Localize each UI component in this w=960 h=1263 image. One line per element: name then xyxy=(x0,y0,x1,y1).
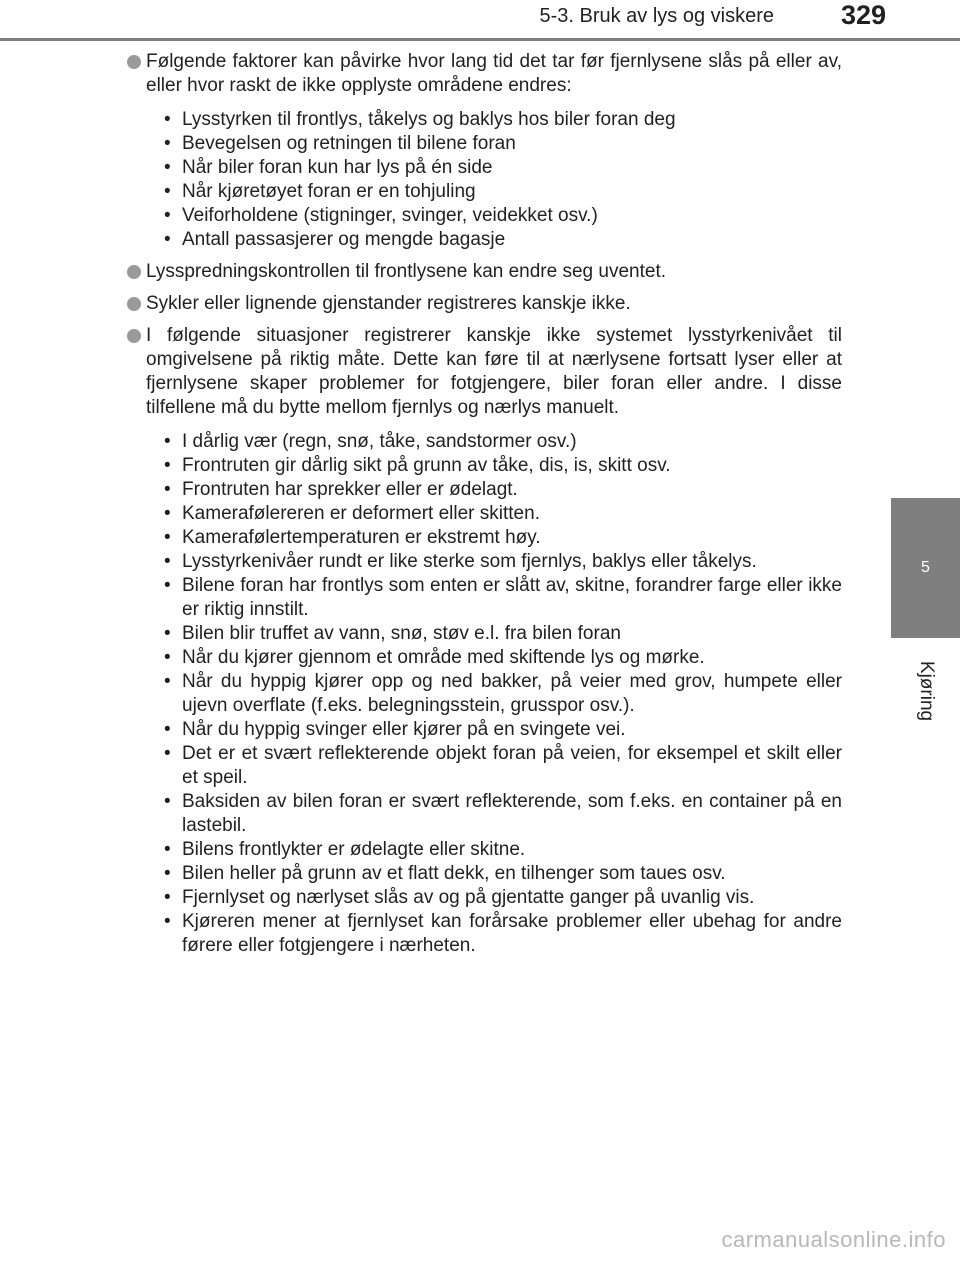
bullet-icon: • xyxy=(164,575,171,596)
sub-list xyxy=(146,108,842,252)
bullet-icon: • xyxy=(164,109,171,130)
list-item xyxy=(128,292,842,316)
list-item-text: I følgende situasjoner registrerer kanskje ikke systemet lysstyrkenivået til omgivelsene på riktig måte. Dette kan føre til at nærlysene fortsatt lyser eller at fjernlysene skaper problemer for fotgjengere, biler foran eller andre. I disse tilfellene må du bytte mellom fjernlys og nærlys manuelt. xyxy=(146,325,842,418)
round-bullet-icon xyxy=(127,329,141,343)
sub-list-item-text: Bilen heller på grunn av et flatt dekk, en tilhenger som taues osv. xyxy=(182,863,726,884)
bullet-icon: • xyxy=(164,863,171,884)
bullet-icon: • xyxy=(164,133,171,154)
sub-list-item-text: Antall passasjerer og mengde bagasje xyxy=(182,229,506,250)
sub-list-item-text: Bilens frontlykter er ødelagte eller skitne. xyxy=(182,839,526,860)
sub-list-item xyxy=(164,228,842,252)
sub-list-item xyxy=(164,622,842,646)
sub-list-item-text: Veiforholdene (stigninger, svinger, veidekket osv.) xyxy=(182,205,598,226)
sub-list-item xyxy=(164,502,842,526)
bullet-icon: • xyxy=(164,671,171,692)
sub-list-item-text: Lysstyrkenivåer rundt er like sterke som fjernlys, baklys eller tåkelys. xyxy=(182,551,757,572)
sub-list-item xyxy=(164,718,842,742)
page-number: 329 xyxy=(840,0,886,30)
bullet-icon: • xyxy=(164,791,171,812)
bullet-icon: • xyxy=(164,719,171,740)
sub-list-item-text: Bevegelsen og retningen til bilene foran xyxy=(182,133,516,154)
list-item xyxy=(128,324,842,958)
bullet-icon: • xyxy=(164,455,171,476)
page-content xyxy=(128,50,842,966)
chapter-tab xyxy=(891,498,960,638)
sub-list xyxy=(146,430,842,958)
header-rule xyxy=(0,38,960,41)
bullet-icon: • xyxy=(164,503,171,524)
round-bullet-icon xyxy=(127,55,141,69)
sub-list-item xyxy=(164,430,842,454)
list-item-text: Følgende faktorer kan påvirke hvor lang tid det tar før fjernlysene slås på eller av, eller hvor raskt de ikke opplyste områdene endres: xyxy=(146,51,842,96)
bullet-icon: • xyxy=(164,551,171,572)
sub-list-item-text: Frontruten har sprekker eller er ødelagt. xyxy=(182,479,518,500)
sub-list-item xyxy=(164,526,842,550)
list-item-text: Sykler eller lignende gjenstander registreres kanskje ikke. xyxy=(146,293,631,314)
sub-list-item xyxy=(164,108,842,132)
sub-list-item xyxy=(164,886,842,910)
bullet-icon: • xyxy=(164,431,171,452)
section-title: 5-3. Bruk av lys og viskere xyxy=(539,5,774,27)
sub-list-item-text: Kamerafølereren er deformert eller skitten. xyxy=(182,503,540,524)
sub-list-item xyxy=(164,454,842,478)
bullet-icon: • xyxy=(164,181,171,202)
sub-list-item xyxy=(164,550,842,574)
sub-list-item-text: Kjøreren mener at fjernlyset kan forårsake problemer eller ubehag for andre førere eller fotgjengere i nærheten. xyxy=(182,911,842,956)
sub-list-item-text: Det er et svært reflekterende objekt foran på veien, for eksempel et skilt eller et speil. xyxy=(182,743,842,788)
bullet-icon: • xyxy=(164,229,171,250)
sub-list-item-text: I dårlig vær (regn, snø, tåke, sandstormer osv.) xyxy=(182,431,577,452)
chapter-number: 5 xyxy=(921,559,930,576)
sub-list-item xyxy=(164,790,842,838)
sub-list-item-text: Når kjøretøyet foran er en tohjuling xyxy=(182,181,476,202)
list-item-text: Lysspredningskontrollen til frontlysene kan endre seg uventet. xyxy=(146,261,666,282)
sub-list-item xyxy=(164,742,842,790)
sub-list-item xyxy=(164,862,842,886)
sub-list-item xyxy=(164,574,842,622)
sub-list-item xyxy=(164,838,842,862)
sub-list-item xyxy=(164,478,842,502)
sub-list-item-text: Kamerafølertemperaturen er ekstremt høy. xyxy=(182,527,541,548)
sub-list-item xyxy=(164,132,842,156)
bullet-icon: • xyxy=(164,839,171,860)
bullet-icon: • xyxy=(164,647,171,668)
sub-list-item xyxy=(164,180,842,204)
sub-list-item-text: Når du hyppig svinger eller kjører på en svingete vei. xyxy=(182,719,626,740)
sub-list-item-text: Når biler foran kun har lys på én side xyxy=(182,157,493,178)
sub-list-item-text: Frontruten gir dårlig sikt på grunn av tåke, dis, is, skitt osv. xyxy=(182,455,671,476)
sub-list-item xyxy=(164,670,842,718)
bullet-icon: • xyxy=(164,157,171,178)
round-bullet-icon xyxy=(127,265,141,279)
sub-list-item xyxy=(164,156,842,180)
chapter-label: Kjøring xyxy=(916,660,937,722)
bullet-icon: • xyxy=(164,887,171,908)
bullet-icon: • xyxy=(164,911,171,932)
bullet-icon: • xyxy=(164,623,171,644)
sub-list-item-text: Når du hyppig kjører opp og ned bakker, på veier med grov, humpete eller ujevn overflate (f.eks. belegningsstein, grusspor osv.). xyxy=(182,671,842,716)
sub-list-item-text: Bilen blir truffet av vann, snø, støv e.l. fra bilen foran xyxy=(182,623,621,644)
sub-list-item-text: Baksiden av bilen foran er svært reflekterende, som f.eks. en container på en lastebil. xyxy=(182,791,842,836)
sub-list-item-text: Bilene foran har frontlys som enten er slått av, skitne, forandrer farge eller ikke er riktig innstilt. xyxy=(182,575,842,620)
bullet-icon: • xyxy=(164,205,171,226)
bullet-icon: • xyxy=(164,527,171,548)
sub-list-item-text: Lysstyrken til frontlys, tåkelys og baklys hos biler foran deg xyxy=(182,109,676,130)
sub-list-item-text: Når du kjører gjennom et område med skiftende lys og mørke. xyxy=(182,647,705,668)
sub-list-item xyxy=(164,910,842,958)
sub-list-item xyxy=(164,204,842,228)
watermark: carmanualsonline.info xyxy=(721,1227,946,1252)
sub-list-item xyxy=(164,646,842,670)
round-bullet-icon xyxy=(127,297,141,311)
bullet-icon: • xyxy=(164,479,171,500)
list-item xyxy=(128,50,842,252)
list-item xyxy=(128,260,842,284)
sub-list-item-text: Fjernlyset og nærlyset slås av og på gjentatte ganger på uvanlig vis. xyxy=(182,887,755,908)
bullet-icon: • xyxy=(164,743,171,764)
